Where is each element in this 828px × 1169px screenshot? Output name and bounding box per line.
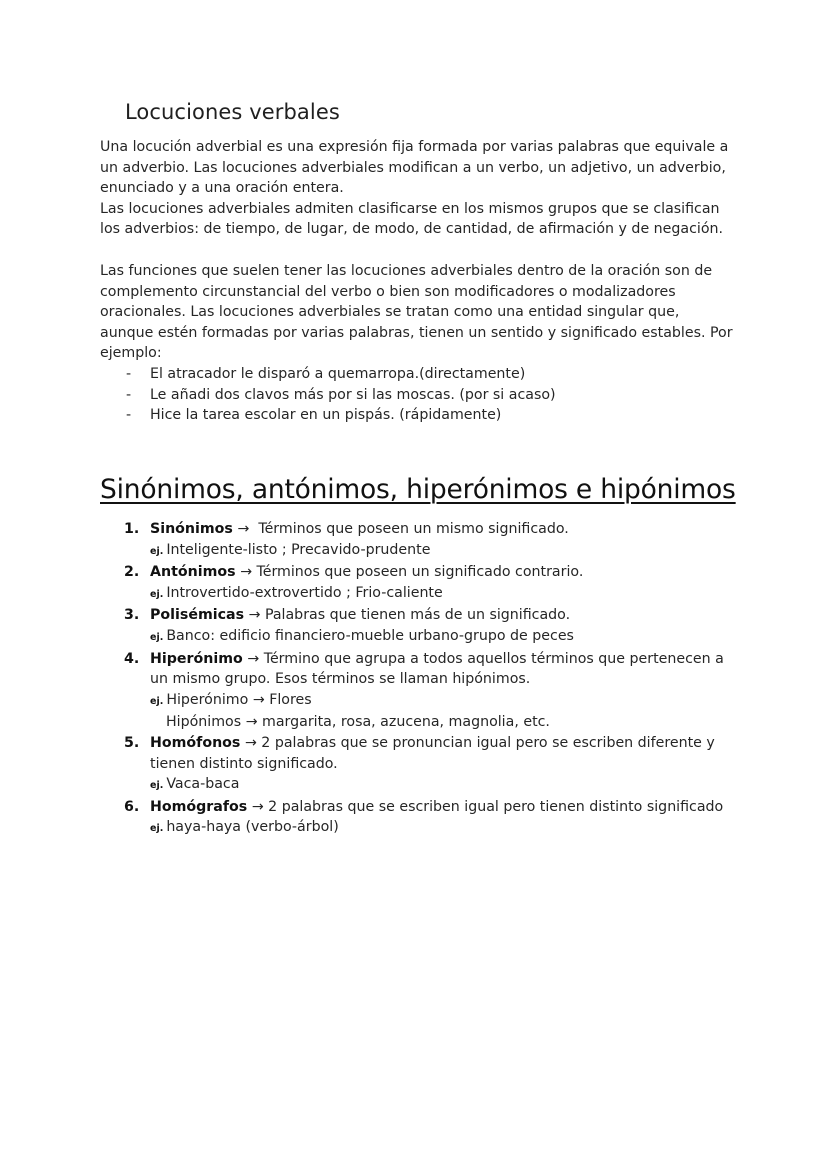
arrow-right-icon: → — [244, 734, 257, 751]
section-heading-locuciones: Locuciones verbales — [125, 100, 340, 124]
example-label: ej. — [150, 823, 164, 835]
term-label: Antónimos — [150, 564, 236, 581]
arrow-right-icon: → — [251, 798, 264, 815]
list-item-homofonos — [100, 733, 740, 797]
example-text: Hipónimos → margarita, rosa, azucena, magnolia, etc. — [166, 714, 550, 731]
example-text: Inteligente-listo ; Precavido-prudente — [166, 541, 431, 558]
paragraph-classification — [100, 199, 740, 240]
dash-bullet-icon: - — [126, 407, 132, 424]
example-label: ej. — [150, 631, 164, 643]
example-label: ej. — [150, 545, 164, 557]
term-label: Homófonos — [150, 734, 241, 751]
text-line: Las funciones que suelen tener las locuciones adverbiales dentro de la oración son de — [100, 263, 713, 279]
item-number: 2. — [124, 564, 140, 581]
item-number: 3. — [124, 607, 140, 624]
example-text: Banco: edificio financiero-mueble urbano-grupo de peces — [166, 627, 574, 644]
item-number: 4. — [124, 650, 140, 667]
example-text: Introvertido-extrovertido ; Frio-caliente — [166, 584, 443, 601]
definition-text: Términos que poseen un significado contrario. — [256, 564, 584, 581]
text-line: un adverbio. Las locuciones adverbiales modifican a un verbo, un adjetivo, un adverbio, — [100, 159, 726, 176]
text-line: oracionales. Las locuciones adverbiales se tratan como una entidad singular que, — [100, 304, 680, 321]
definition-text: 2 palabras que se pronuncian igual pero se escriben diferente y — [261, 734, 715, 751]
paragraph-functions — [100, 261, 740, 364]
term-label: Hiperónimo — [150, 650, 243, 667]
arrow-right-icon: → — [240, 564, 252, 581]
example-text: haya-haya (verbo-árbol) — [166, 819, 339, 836]
example-text: El atracador le disparó a quemarropa.(directamente) — [150, 365, 526, 382]
definition-text: un mismo grupo. Esos términos se llaman hipónimos. — [150, 671, 531, 688]
item-number: 6. — [124, 798, 140, 815]
text-line: complemento circunstancial del verbo o bien son modificadores o modalizadores — [100, 283, 676, 300]
example-text: Hice la tarea escolar en un pispás. (rápidamente) — [150, 407, 502, 424]
list-item — [100, 405, 740, 426]
definition-text: Palabras que tienen más de un significado. — [264, 607, 571, 624]
definition-text: Términos que poseen un mismo significado. — [258, 521, 569, 537]
text-line: enunciado y a una oración entera. — [100, 180, 344, 197]
dash-bullet-icon: - — [126, 365, 132, 382]
definition-text: Término que agrupa a todos aquellos términos que pertenecen a — [263, 650, 724, 667]
text-line: aunque estén formadas por varias palabras, tienen un sentido y significado estables. Por — [100, 324, 733, 341]
list-item-polisemicas — [100, 605, 740, 648]
section-heading-sinonimos: Sinónimos, antónimos, hiperónimos e hipónimos — [100, 474, 736, 505]
text-line: Las locuciones adverbiales admiten clasificarse en los mismos grupos que se clasifican — [100, 200, 720, 217]
list-item-antonimos — [100, 562, 740, 605]
example-text: Le añadi dos clavos más por si las moscas. (por si acaso) — [150, 386, 556, 403]
terms-list — [100, 519, 740, 840]
list-item-sinonimos — [100, 519, 740, 562]
term-label: Homógrafos — [150, 798, 248, 815]
functions-block — [100, 261, 740, 426]
definition-text: 2 palabras que se escriben igual pero tienen distinto significado — [268, 798, 724, 815]
list-item — [100, 385, 740, 406]
example-label: ej. — [150, 588, 164, 600]
text-line: los adverbios: de tiempo, de lugar, de modo, de cantidad, de afirmación y de negación. — [100, 221, 724, 238]
definition-text: tienen distinto significado. — [150, 755, 338, 772]
intro-paragraphs — [100, 137, 740, 240]
list-item — [100, 364, 740, 385]
item-number: 1. — [124, 521, 140, 537]
list-item-homografos — [100, 797, 740, 840]
example-text: Hiperónimo → Flores — [166, 691, 312, 708]
term-label: Sinónimos — [150, 521, 233, 537]
arrow-right-icon: → — [237, 521, 250, 537]
text-line: Una locución adverbial es una expresión fija formada por varias palabras que equivale a — [100, 139, 729, 155]
examples-list — [100, 364, 740, 426]
dash-bullet-icon: - — [126, 386, 132, 403]
list-item-hiperonimo — [100, 649, 740, 733]
arrow-right-icon: → — [248, 607, 261, 624]
arrow-right-icon: → — [247, 650, 260, 667]
example-text: Vaca-baca — [166, 776, 240, 793]
item-number: 5. — [124, 734, 140, 751]
example-label: ej. — [150, 695, 164, 707]
term-label: Polisémicas — [150, 607, 245, 624]
text-line: ejemplo: — [100, 345, 162, 362]
paragraph-definition — [100, 137, 740, 199]
example-label: ej. — [150, 780, 164, 792]
